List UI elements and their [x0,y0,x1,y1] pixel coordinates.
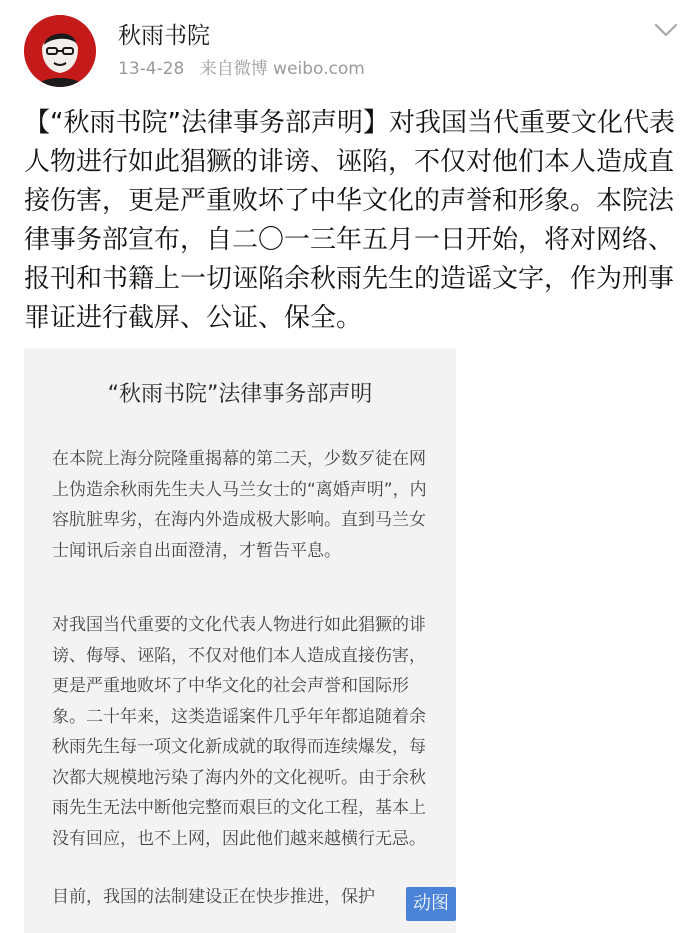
document-paragraph: 目前，我国的法制建设正在快步推进，保护 [52,887,375,907]
post-header [0,0,700,100]
post-body-text: 【“秋雨书院”法律事务部声明】对我国当代重要文化代表人物进行如此猖獗的诽谤、诬陷，不仅对他们本人造成直接伤害，更是严重败坏了中华文化的声誉和形象。本院法律事务部宣布，自二〇一三年五月一日开始，将对网络、报刊和书籍上一切诬陷余秋雨先生的造谣文字，作为刑事罪证进行截屏、公证、保全。 [24,108,675,333]
document-title: “秋雨书院”法律事务部声明 [107,382,373,407]
post-source: 来自微博 weibo.com [199,59,365,79]
document-paragraph: 在本院上海分院隆重揭幕的第二天，少数歹徒在网上伪造余秋雨先生夫人马兰女士的“离婚声明”，内容肮脏卑劣，在海内外造成极大影响。直到马兰女士闻讯后亲自出面澄清，才暂告平息。 [52,449,427,561]
author-avatar[interactable] [24,15,96,87]
chevron-down-icon[interactable] [652,20,680,40]
document-paragraph: 对我国当代重要的文化代表人物进行如此猖獗的诽谤、侮辱、诬陷，不仅对他们本人造成直接伤害，更是严重地败坏了中华文化的社会声誉和国际形象。二十年来，这类造谣案件几乎年年都追随着余秋雨先生每一项文化新成就的取得而连续爆发，每次都大规模地污染了海内外的文化视听。由于余秋雨先生无法中断他完整而艰巨的文化工程，基本上没有回应，也不上网，因此他们越来越横行无忌。 [52,615,426,849]
avatar-portrait-icon [24,15,96,87]
animated-image-badge: 动图 [406,887,456,921]
author-name[interactable]: 秋雨书院 [118,23,210,49]
post-meta [118,58,375,80]
post-image[interactable] [24,348,456,933]
post-date: 13-4-28 [118,59,185,79]
